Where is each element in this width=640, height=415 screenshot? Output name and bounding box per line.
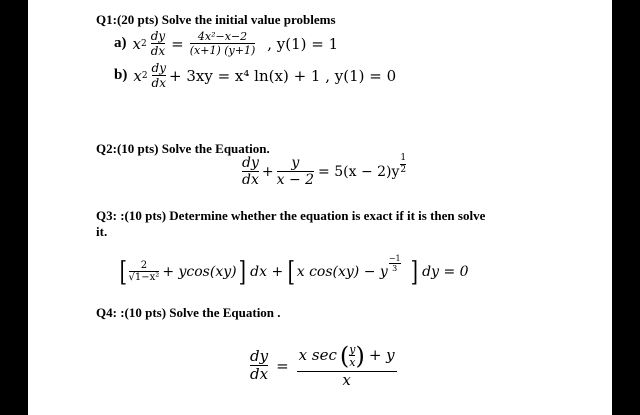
q4-dydx	[250, 349, 268, 383]
q1-a-sq: 2	[140, 38, 147, 49]
q1-a-eq: =	[171, 34, 184, 53]
q1-part-a	[114, 30, 338, 57]
q2-rhs: = 5(x − 2)y	[318, 163, 400, 180]
q2-plus: +	[261, 163, 274, 180]
q4-plus-y: + y	[368, 346, 395, 365]
q1-a-rhs	[190, 31, 256, 56]
q3-title-line2: it.	[96, 224, 108, 239]
q3-xcos: x cos(xy) − y	[296, 264, 388, 280]
q2-equation	[242, 153, 407, 188]
q2-dydx	[242, 156, 259, 187]
q3-exp-den: 3	[389, 263, 401, 273]
q1-title: Q1:(20 pts) Solve the initial value problems	[96, 12, 336, 27]
q1-a-x: x	[132, 34, 141, 53]
q3-title-line1: Q3: :(10 pts) Determine whether the equation is exact if it is then solve	[96, 208, 486, 223]
q3-sqrt: √1−x²	[128, 272, 160, 283]
q2-y: y	[291, 155, 300, 171]
q2-dx: dx	[242, 171, 259, 188]
q3-dx-plus: dx +	[250, 264, 284, 280]
q1-a-den: (x+1) (y+1)	[189, 43, 256, 57]
q4-equation	[250, 340, 397, 392]
q1-b-rest: + 3xy = x⁴ ln(x) + 1 , y(1) = 0	[169, 66, 397, 85]
q4-eq: =	[276, 357, 289, 375]
q2-exp-num: 1	[400, 153, 407, 164]
q4-rhs	[297, 341, 397, 389]
q4-numerator	[297, 341, 397, 371]
q1-a-dx: dx	[150, 43, 166, 58]
q2-exp-den: 2	[400, 164, 407, 175]
q2-dy: dy	[242, 155, 259, 171]
q2-title: Q2:(10 pts) Solve the Equation.	[96, 141, 270, 156]
q3-equation	[118, 252, 469, 292]
q1-b-label: b)	[114, 67, 128, 84]
q3-left-bracket-close: ]	[238, 256, 246, 288]
q1-a-dy: dy	[150, 29, 166, 43]
q4-title: Q4: :(10 pts) Solve the Equation .	[96, 305, 281, 320]
q3-exp-num: −1	[388, 253, 401, 263]
q2-xm2: x − 2	[276, 171, 315, 188]
q1-b-sq: 2	[141, 70, 148, 81]
q1-a-dydx	[151, 30, 165, 57]
q2-yfrac	[277, 156, 314, 187]
q3-left-bracket-open: [	[119, 256, 127, 288]
q3-plus-ycos: + ycos(xy)	[162, 264, 237, 280]
q4-dx: dx	[250, 365, 269, 383]
q1-b-dydx	[152, 62, 166, 89]
q3-right-bracket-open: [	[287, 256, 296, 288]
q4-paren-close: )	[355, 341, 365, 370]
q4-paren-open: (	[339, 341, 350, 370]
q4-xsec: x sec	[298, 346, 337, 365]
q1-b-dx: dx	[151, 75, 166, 90]
q4-den: x	[297, 371, 397, 389]
q3-right-bracket-close: ]	[410, 256, 418, 288]
q1-b-dy: dy	[151, 61, 167, 75]
q4-x: x	[349, 356, 356, 370]
q3-exponent	[389, 255, 401, 274]
q1-a-label: a)	[114, 35, 127, 52]
q3-two: 2	[140, 259, 148, 271]
q2-exponent	[400, 154, 406, 175]
q3-frac	[129, 261, 160, 284]
q1-a-num: 4x²−x−2	[197, 30, 248, 44]
q1-a-cond: , y(1) = 1	[267, 34, 339, 53]
q3-dy-eq: dy = 0	[422, 264, 469, 280]
q1-part-b	[114, 62, 396, 89]
q4-dy: dy	[250, 347, 269, 366]
page	[28, 0, 612, 415]
q4-y: y	[349, 342, 356, 356]
q1-b-x: x	[133, 66, 142, 85]
